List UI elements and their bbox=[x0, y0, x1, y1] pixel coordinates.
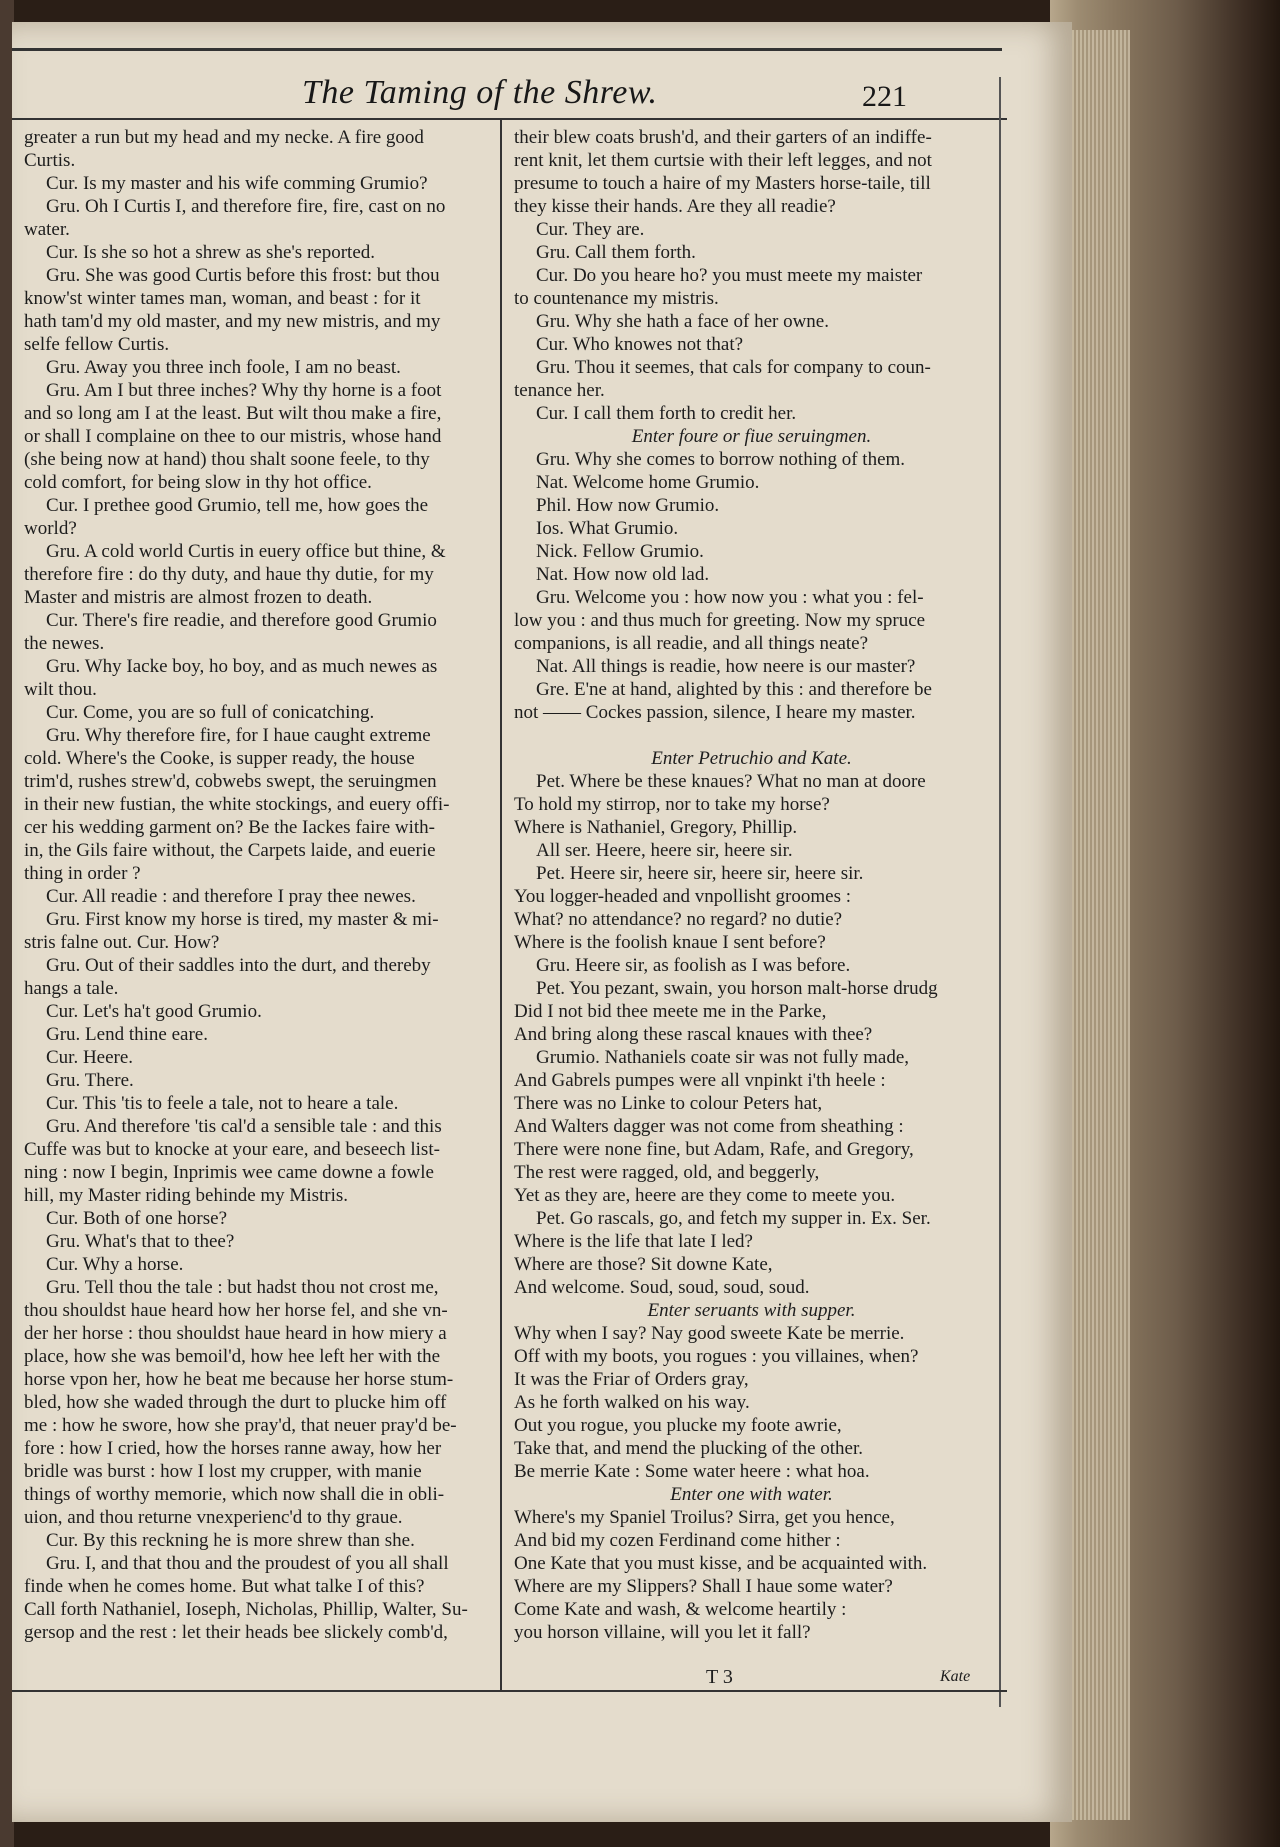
text-line: trim'd, rushes strew'd, cobwebs swept, the seruingmen bbox=[24, 771, 437, 792]
text-line: There was no Linke to colour Peters hat, bbox=[514, 1093, 823, 1114]
text-line: in, the Gils faire without, the Carpets laide, and euerie bbox=[24, 840, 436, 861]
text-line: To hold my stirrop, nor to take my horse? bbox=[514, 794, 830, 815]
text-line: Cur. This 'tis to feele a tale, not to heare a tale. bbox=[46, 1093, 399, 1114]
running-title: The Taming of the Shrew. bbox=[302, 74, 658, 111]
text-line: As he forth walked on his way. bbox=[514, 1392, 750, 1413]
text-line: know'st winter tames man, woman, and beast : for it bbox=[24, 288, 421, 309]
text-line: thou shouldst haue heard how her horse fel, and she vn- bbox=[24, 1300, 448, 1321]
text-line: to countenance my mistris. bbox=[514, 288, 719, 309]
text-line: And bid my cozen Ferdinand come hither : bbox=[514, 1530, 841, 1551]
top-rule bbox=[12, 48, 1002, 51]
text-line: not —— Cockes passion, silence, I heare my master. bbox=[514, 702, 916, 723]
text-line: Cur. They are. bbox=[536, 219, 645, 240]
text-line: Off with my boots, you rogues : you villaines, when? bbox=[514, 1346, 919, 1367]
text-line: And bring along these rascal knaues with thee? bbox=[514, 1024, 873, 1045]
text-line: Enter one with water. bbox=[670, 1484, 833, 1505]
text-line: bridle was burst : how I lost my crupper, with manie bbox=[24, 1461, 422, 1482]
page-number: 221 bbox=[862, 80, 907, 113]
text-line: thing in order ? bbox=[24, 863, 141, 884]
text-line: things of worthy memorie, which now shall die in obli- bbox=[24, 1484, 445, 1505]
text-line: Gru. Why she comes to borrow nothing of them. bbox=[536, 449, 906, 470]
text-line: Call forth Nathaniel, Ioseph, Nicholas, Phillip, Walter, Su- bbox=[24, 1599, 468, 1620]
text-line: Pet. Heere sir, heere sir, heere sir, heere sir. bbox=[536, 863, 864, 884]
text-line: Pet. You pezant, swain, you horson malt-horse drudg bbox=[536, 978, 938, 999]
text-line: der her horse : thou shouldst haue heard in how miery a bbox=[24, 1323, 447, 1344]
text-line: bled, how she waded through the durt to plucke him off bbox=[24, 1392, 447, 1413]
text-line: selfe fellow Curtis. bbox=[24, 334, 170, 355]
text-line: Cur. Heere. bbox=[46, 1047, 134, 1068]
text-line: Take that, and mend the plucking of the other. bbox=[514, 1438, 864, 1459]
text-line: ning : now I begin, Inprimis wee came downe a fowle bbox=[24, 1162, 434, 1183]
text-line: Cur. Is my master and his wife comming Grumio? bbox=[46, 173, 428, 194]
text-line: Grumio. Nathaniels coate sir was not fully made, bbox=[536, 1047, 910, 1068]
text-line: The rest were ragged, old, and beggerly, bbox=[514, 1162, 820, 1183]
text-line: Pet. Go rascals, go, and fetch my supper in. Ex. Ser. bbox=[536, 1208, 931, 1229]
text-line: Out you rogue, you plucke my foote awrie, bbox=[514, 1415, 842, 1436]
text-line: And Gabrels pumpes were all vnpinkt i'th heele : bbox=[514, 1070, 886, 1091]
text-line: the newes. bbox=[24, 633, 105, 654]
text-line: Where are those? Sit downe Kate, bbox=[514, 1254, 773, 1275]
catchword: Kate bbox=[940, 1668, 971, 1685]
text-line: their blew coats brush'd, and their garters of an indiffe- bbox=[514, 127, 932, 148]
text-line: (she being now at hand) thou shalt soone feele, to thy bbox=[24, 449, 430, 470]
text-line: therefore fire : do thy duty, and haue thy dutie, for my bbox=[24, 564, 434, 585]
text-line: rent knit, let them curtsie with their left legges, and not bbox=[514, 150, 932, 171]
text-line: Cur. Come, you are so full of conicatching. bbox=[46, 702, 375, 723]
text-line: Curtis. bbox=[24, 150, 76, 171]
text-line: Where is the foolish knaue I sent before? bbox=[514, 932, 826, 953]
text-line: You logger-headed and vnpollisht groomes : bbox=[514, 886, 852, 907]
text-line: hangs a tale. bbox=[24, 978, 119, 999]
text-line: and so long am I at the least. But wilt thou make a fire, bbox=[24, 403, 442, 424]
text-line: Cur. Is she so hot a shrew as she's reported. bbox=[46, 242, 376, 263]
text-line: Did I not bid thee meete me in the Parke, bbox=[514, 1001, 827, 1022]
text-line: place, how she was bemoil'd, how hee left her with the bbox=[24, 1346, 441, 1367]
text-line: Enter seruants with supper. bbox=[647, 1300, 856, 1321]
text-line: cer his wedding garment on? Be the Iackes faire with- bbox=[24, 817, 435, 838]
text-line: stris falne out. Cur. How? bbox=[24, 932, 220, 953]
text-line: hath tam'd my old master, and my new mistris, and my bbox=[24, 311, 441, 332]
text-line: Cur. Do you heare ho? you must meete my maister bbox=[536, 265, 923, 286]
text-line: Gru. Out of their saddles into the durt, and thereby bbox=[46, 955, 431, 976]
text-line: Cur. I prethee good Grumio, tell me, how goes the bbox=[46, 495, 429, 516]
text-line: One Kate that you must kisse, and be acquainted with. bbox=[514, 1553, 928, 1574]
text-line: Gru. There. bbox=[46, 1070, 134, 1091]
text-line: All ser. Heere, heere sir, heere sir. bbox=[536, 840, 793, 861]
text-line: Gru. Tell thou the tale : but hadst thou not crost me, bbox=[46, 1277, 439, 1298]
book-page bbox=[12, 22, 1072, 1822]
text-line: Nat. All things is readie, how neere is our master? bbox=[536, 656, 916, 677]
text-line: companions, is all readie, and all things neate? bbox=[514, 633, 869, 654]
text-line: Gru. Thou it seemes, that cals for company to coun- bbox=[536, 357, 931, 378]
text-line: Cur. All readie : and therefore I pray thee newes. bbox=[46, 886, 416, 907]
text-line: Gru. Oh I Curtis I, and therefore fire, fire, cast on no bbox=[46, 196, 446, 217]
text-line: Gru. She was good Curtis before this frost: but thou bbox=[46, 265, 440, 286]
text-line: Cuffe was but to knocke at your eare, and beseech list- bbox=[24, 1139, 440, 1160]
text-line: Cur. Let's ha't good Grumio. bbox=[46, 1001, 262, 1022]
text-line: Where's my Spaniel Troilus? Sirra, get you hence, bbox=[514, 1507, 895, 1528]
text-line: uion, and thou returne vnexperienc'd to thy graue. bbox=[24, 1507, 403, 1528]
text-line: Gru. A cold world Curtis in euery office but thine, & bbox=[46, 541, 446, 562]
text-line: Gru. Why therefore fire, for I haue caught extreme bbox=[46, 725, 431, 746]
text-line: low you : and thus much for greeting. Now my spruce bbox=[514, 610, 926, 631]
text-line: you horson villaine, will you let it fall? bbox=[514, 1622, 811, 1643]
text-line: Nick. Fellow Grumio. bbox=[536, 541, 704, 562]
right-column bbox=[514, 126, 989, 1644]
text-line: Where is the life that late I led? bbox=[514, 1231, 753, 1252]
text-line bbox=[514, 724, 989, 747]
text-line: Come Kate and wash, & welcome heartily : bbox=[514, 1599, 847, 1620]
text-line: Gru. Call them forth. bbox=[536, 242, 696, 263]
column-divider bbox=[500, 120, 502, 1690]
text-line: Be merrie Kate : Some water heere : what hoa. bbox=[514, 1461, 870, 1482]
text-line: water. bbox=[24, 219, 70, 240]
text-line: Cur. Who knowes not that? bbox=[536, 334, 744, 355]
text-line: Yet as they are, heere are they come to meete you. bbox=[514, 1185, 896, 1206]
text-line: in their new fustian, the white stockings, and euery offi- bbox=[24, 794, 450, 815]
signature-mark: T 3 bbox=[706, 1666, 733, 1688]
text-line: Cur. Why a horse. bbox=[46, 1254, 184, 1275]
text-line: And welcome. Soud, soud, soud, soud. bbox=[514, 1277, 810, 1298]
text-line: Gru. I, and that thou and the proudest of you all shall bbox=[46, 1553, 449, 1574]
text-line: Phil. How now Grumio. bbox=[536, 495, 720, 516]
text-line: Cur. Both of one horse? bbox=[46, 1208, 228, 1229]
text-line: greater a run but my head and my necke. A fire good bbox=[24, 127, 424, 148]
text-line: Gru. Welcome you : how now you : what you : fel- bbox=[536, 587, 924, 608]
text-line: Gru. Why Iacke boy, ho boy, and as much newes as bbox=[46, 656, 438, 677]
text-line: world? bbox=[24, 518, 77, 539]
text-line: wilt thou. bbox=[24, 679, 97, 700]
text-line: Why when I say? Nay good sweete Kate be merrie. bbox=[514, 1323, 905, 1344]
text-line: Pet. Where be these knaues? What no man at doore bbox=[536, 771, 926, 792]
text-line: Ios. What Grumio. bbox=[536, 518, 679, 539]
text-line: It was the Friar of Orders gray, bbox=[514, 1369, 749, 1390]
text-line: Gru. Why she hath a face of her owne. bbox=[536, 311, 829, 332]
header-rule bbox=[12, 118, 1007, 120]
text-line: Gru. Heere sir, as foolish as I was before. bbox=[536, 955, 851, 976]
text-line: Where is Nathaniel, Gregory, Phillip. bbox=[514, 817, 798, 838]
text-line: Master and mistris are almost frozen to death. bbox=[24, 587, 373, 608]
text-line: or shall I complaine on thee to our mistris, whose hand bbox=[24, 426, 442, 447]
text-line: Gru. Lend thine eare. bbox=[46, 1024, 208, 1045]
left-column bbox=[24, 126, 494, 1644]
text-line: Cur. I call them forth to credit her. bbox=[536, 403, 797, 424]
text-line: Gru. Away you three inch foole, I am no beast. bbox=[46, 357, 401, 378]
text-line: Gru. Am I but three inches? Why thy horne is a foot bbox=[46, 380, 442, 401]
text-line: Cur. By this reckning he is more shrew than she. bbox=[46, 1530, 415, 1551]
text-line: cold. Where's the Cooke, is supper ready, the house bbox=[24, 748, 415, 769]
text-line: Gre. E'ne at hand, alighted by this : and therefore be bbox=[536, 679, 932, 700]
text-line: presume to touch a haire of my Masters horse-taile, till bbox=[514, 173, 931, 194]
text-line: Gru. And therefore 'tis cal'd a sensible tale : and this bbox=[46, 1116, 442, 1137]
bottom-rule bbox=[12, 1690, 1007, 1692]
text-line: tenance her. bbox=[514, 380, 605, 401]
text-line: hill, my Master riding behinde my Mistris. bbox=[24, 1185, 349, 1206]
text-line: finde when he comes home. But what talke I of this? bbox=[24, 1576, 425, 1597]
text-line: horse vpon her, how he beat me because her horse stum- bbox=[24, 1369, 454, 1390]
text-line: Enter Petruchio and Kate. bbox=[651, 748, 852, 769]
text-line: Gru. What's that to thee? bbox=[46, 1231, 235, 1252]
text-line: Gru. First know my horse is tired, my master & mi- bbox=[46, 909, 439, 930]
text-line: gersop and the rest : let their heads bee slickely comb'd, bbox=[24, 1622, 448, 1643]
text-line: What? no attendance? no regard? no dutie? bbox=[514, 909, 843, 930]
text-line: Nat. Welcome home Grumio. bbox=[536, 472, 760, 493]
text-line: Nat. How now old lad. bbox=[536, 564, 710, 585]
text-line: Enter foure or fiue seruingmen. bbox=[631, 426, 872, 447]
right-frame-rule bbox=[999, 77, 1001, 1707]
text-line: fore : how I cried, how the horses ranne away, how her bbox=[24, 1438, 442, 1459]
text-line: cold comfort, for being slow in thy hot office. bbox=[24, 472, 372, 493]
text-line: me : how he swore, how she pray'd, that neuer pray'd be- bbox=[24, 1415, 457, 1436]
text-line: Where are my Slippers? Shall I haue some water? bbox=[514, 1576, 893, 1597]
text-line: And Walters dagger was not come from sheathing : bbox=[514, 1116, 904, 1137]
text-line: they kisse their hands. Are they all readie? bbox=[514, 196, 836, 217]
text-line: There were none fine, but Adam, Rafe, and Gregory, bbox=[514, 1139, 914, 1160]
text-line: Cur. There's fire readie, and therefore good Grumio bbox=[46, 610, 437, 631]
